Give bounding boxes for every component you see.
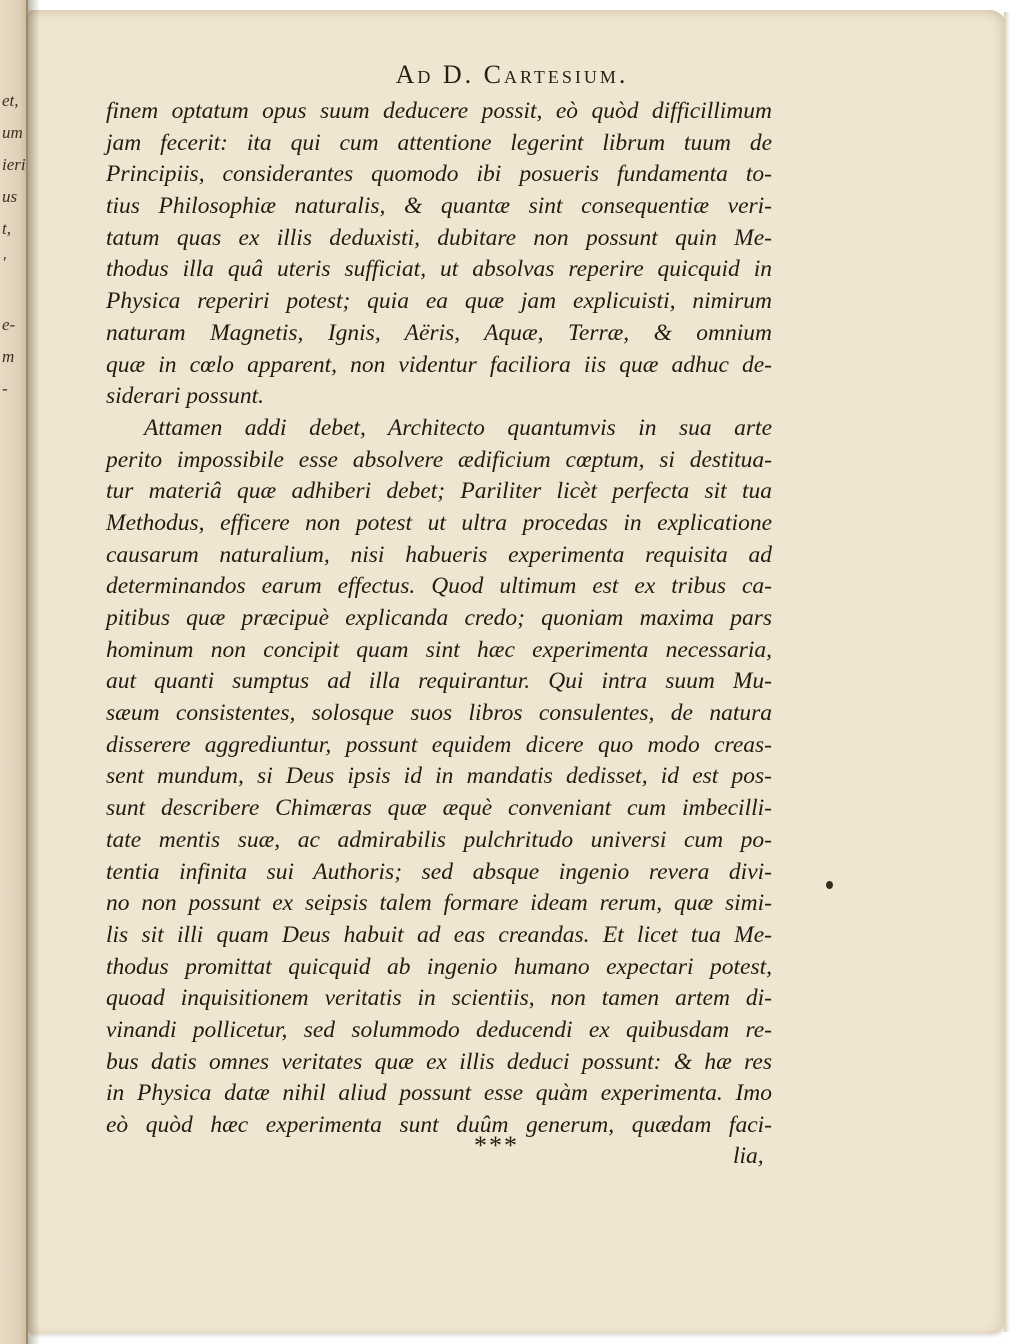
facing-page-fragment: - xyxy=(2,379,8,398)
running-head: Ad D. Cartesium. xyxy=(395,60,629,89)
text-line: thodus illa quâ uteris sufficiat, ut absolvas reperire quicquid in xyxy=(106,256,772,283)
text-line: hominum non concipit quam sint hæc experimenta necessaria, xyxy=(106,636,772,663)
text-line: eò quòd hæc experimenta sunt duûm generum, quædam faci- xyxy=(106,1112,772,1138)
catchword: lia, xyxy=(733,1143,764,1169)
text-line: determinandos earum effectus. Quod ultimum est ex tribus ca- xyxy=(106,573,772,600)
facing-page-fragment: um xyxy=(2,123,23,142)
text-line: no non possunt ex seipsis talem formare ideam rerum, quæ simi- xyxy=(106,890,772,917)
text-line: quæ in cœlo apparent, non videntur faciliora iis quæ adhuc de- xyxy=(106,351,772,378)
paragraph-start-line: Attamen addi debet, Architecto quantumvis in sua arte xyxy=(144,414,772,441)
text-line: Methodus, efficere non potest ut ultra procedas in explicatione xyxy=(106,509,772,536)
text-line: lis sit illi quam Deus habuit ad eas creandas. Et licet tua Me- xyxy=(106,921,772,948)
facing-page-fragment: ' xyxy=(2,253,6,272)
text-line: Principiis, considerantes quomodo ibi posueris fundamenta to- xyxy=(106,161,772,188)
text-line: tius Philosophiæ naturalis, & quantæ sint consequentiæ veri- xyxy=(106,193,772,220)
facing-page-fragment: us xyxy=(2,187,18,206)
facing-page-edge xyxy=(0,0,28,1344)
text-line: jam fecerit: ita qui cum attentione legerint librum tuum de xyxy=(106,129,772,156)
text-line: in Physica datæ nihil aliud possunt esse quàm experimenta. Imo xyxy=(106,1080,772,1107)
text-line: siderari possunt. xyxy=(106,383,264,410)
text-line: bus datis omnes veritates quæ ex illis deduci possunt: & hæ res xyxy=(106,1048,772,1075)
body-text xyxy=(106,96,772,1142)
text-line: perito impossibile esse absolvere ædificium cœptum, si destitua- xyxy=(106,446,772,473)
text-line: vinandi pollicetur, sed solummodo deducendi ex quibusdam re- xyxy=(106,1016,772,1043)
text-line: Physica reperiri potest; quia ea quæ jam explicuisti, nimirum xyxy=(106,288,772,315)
gutter-shadow xyxy=(26,0,40,1344)
text-line: tentia infinita sui Authoris; sed absque ingenio revera divi- xyxy=(106,858,772,885)
signature-mark: *** xyxy=(474,1131,519,1160)
text-line: finem optatum opus suum deducere possit, eò quòd difficillimum xyxy=(106,98,772,124)
text-line: sent mundum, si Deus ipsis id in mandatis dedisset, id est pos- xyxy=(106,763,772,790)
text-line: pitibus quæ præcipuè explicanda credo; quoniam maxima pars xyxy=(106,605,772,631)
page-edge xyxy=(1004,12,1010,1332)
ink-spot xyxy=(826,881,833,889)
text-line: thodus promittat quicquid ab ingenio humano expectari potest, xyxy=(106,953,772,980)
facing-page-fragment: et, xyxy=(2,91,19,110)
text-line: aut quanti sumptus ad illa requirantur. Qui intra suum Mu- xyxy=(106,668,772,695)
facing-page-fragment: t, xyxy=(2,219,11,238)
text-line: tatum quas ex illis deduxisti, dubitare non possunt quin Me- xyxy=(106,224,772,251)
text-line: naturam Magnetis, Ignis, Aëris, Aquæ, Terræ, & omnium xyxy=(106,319,772,346)
facing-page-fragment: ieri xyxy=(2,155,26,174)
text-line: sæum consistentes, solosque suos libros consulentes, de natura xyxy=(106,700,772,727)
text-line: quoad inquisitionem veritatis in scientiis, non tamen artem di- xyxy=(106,985,772,1012)
text-line: disserere aggrediuntur, possunt equidem dicere quo modo creas- xyxy=(106,731,772,758)
text-line: causarum naturalium, nisi habueris experimenta requisita ad xyxy=(106,541,772,568)
text-line: tur materiâ quæ adhiberi debet; Pariliter licèt perfecta sit tua xyxy=(106,478,772,505)
facing-page-fragment: m xyxy=(2,347,15,366)
facing-page-fragment: e- xyxy=(2,315,16,334)
text-line: tate mentis suæ, ac admirabilis pulchritudo universi cum po- xyxy=(106,826,772,853)
text-line: sunt describere Chimæras quæ æquè conveniant cum imbecilli- xyxy=(106,795,772,822)
